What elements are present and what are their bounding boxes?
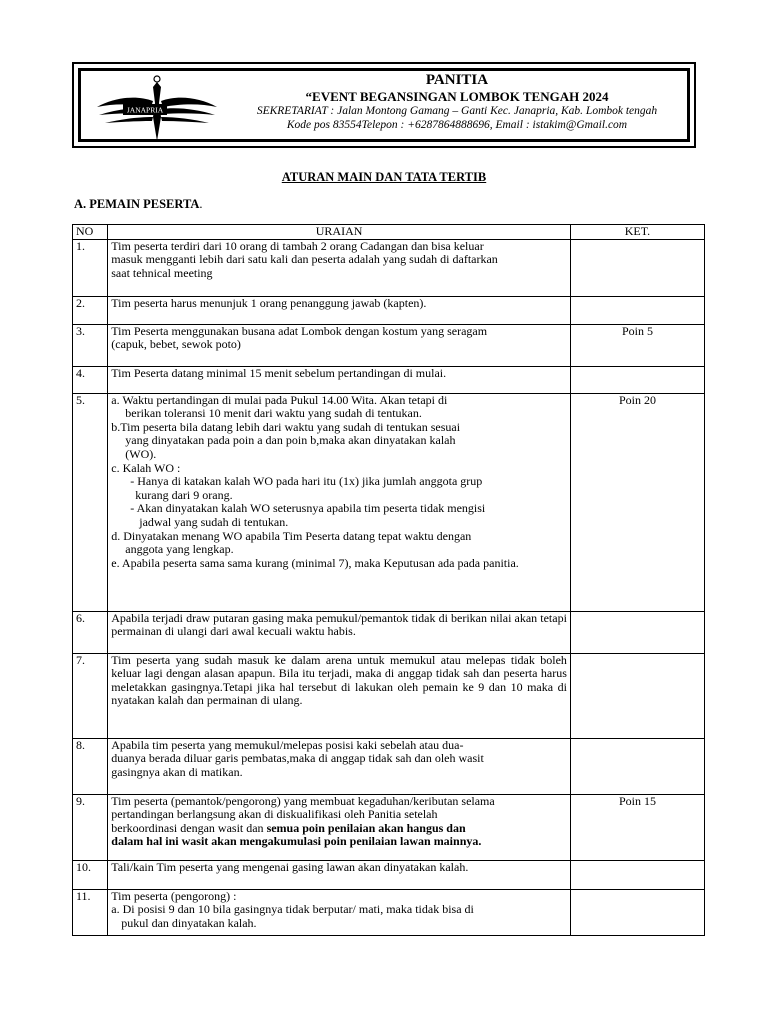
description-line: Tim peserta harus menunjuk 1 orang penanggung jawab (kapten). — [111, 295, 427, 310]
description-line: Tim Peserta menggunakan busana adat Lombok dengan kostum yang seragam — [111, 323, 488, 338]
description-line: (WO). — [125, 446, 157, 461]
secretariat-address: SEKRETARIAT : Jalan Montong Gamang – Ganti Kec. Janapria, Kab. Lombok tengah — [256, 105, 658, 117]
description-line: a. Di posisi 9 dan 10 bila gasingnya tidak berputar/ mati, maka tidak bisa di — [111, 902, 474, 917]
row-description — [108, 738, 571, 794]
row-ket: Poin 20 — [570, 393, 704, 611]
table-row — [73, 653, 705, 738]
table-row — [73, 611, 705, 653]
row-description — [108, 860, 571, 889]
description-line: (capuk, bebet, sewok poto) — [111, 337, 241, 352]
janapria-logo — [87, 73, 227, 143]
description-line: masuk mengganti lebih dari satu kali dan peserta adalah yang sudah di daftarkan — [111, 252, 498, 267]
row-number: 10. — [73, 860, 108, 889]
description-line: jadwal yang sudah di tentukan. — [139, 514, 289, 529]
table-header-row — [73, 225, 705, 240]
row-number: 6. — [73, 611, 108, 653]
table-row — [73, 366, 705, 393]
description-line: e. Apabila peserta sama sama kurang (minimal 7), maka Keputusan ada pada panitia. — [111, 555, 519, 570]
row-ket — [570, 239, 704, 296]
row-ket — [570, 738, 704, 794]
committee-title: PANITIA — [425, 72, 489, 88]
row-number: 2. — [73, 296, 108, 324]
description-line: Tim peserta terdiri dari 10 orang di tambah 2 orang Cadangan dan bisa keluar — [111, 238, 484, 253]
row-ket — [570, 889, 704, 935]
section-suffix: . — [199, 197, 203, 211]
description-line: Tim peserta (pengorong) : — [111, 888, 237, 903]
description-line: pertandingan berlangsung akan di diskualifikasi oleh Panitia setelah — [111, 807, 438, 822]
row-description — [108, 794, 571, 860]
description-line: a. Waktu pertandingan di mulai pada Pukul 14.00 Wita. Akan tetapi di — [111, 392, 448, 407]
row-description — [108, 366, 571, 393]
section-title — [74, 197, 203, 212]
rules-table — [72, 224, 705, 936]
row-number: 5. — [73, 393, 108, 611]
description-line: - Hanya di katakan kalah WO pada hari itu (1x) jika jumlah anggota grup — [130, 474, 483, 489]
table-row — [73, 889, 705, 935]
contact-info: Kode pos 83554Telepon : +6287864888696, Email : istakim@Gmail.com — [286, 119, 628, 131]
table-row — [73, 794, 705, 860]
row-number: 8. — [73, 738, 108, 794]
row-description — [108, 889, 571, 935]
row-ket: Poin 5 — [570, 324, 704, 366]
description-line: kurang dari 9 orang. — [135, 487, 233, 502]
row-number: 9. — [73, 794, 108, 860]
logo-text: JANAPRIA — [126, 105, 164, 115]
table-row — [73, 393, 705, 611]
row-description: Apabila terjadi draw putaran gasing maka pemukul/pemantok tidak di berikan nilai akan tetapi permainan di ulangi dari awal kecuali waktu habis. — [108, 611, 571, 653]
row-ket — [570, 860, 704, 889]
row-description — [108, 324, 571, 366]
document-title: ATURAN MAIN DAN TATA TERTIB — [281, 170, 487, 184]
row-number: 1. — [73, 239, 108, 296]
description-line: yang dinyatakan pada poin a dan poin b,maka akan dinyatakan kalah — [125, 433, 456, 448]
table-row — [73, 296, 705, 324]
letterhead-frame — [78, 68, 690, 142]
description-line — [111, 822, 567, 836]
row-number: 7. — [73, 653, 108, 738]
table-row — [73, 860, 705, 889]
row-ket — [570, 611, 704, 653]
row-number: 11. — [73, 889, 108, 935]
description-line: b.Tim peserta bila datang lebih dari waktu yang sudah di tentukan sesuai — [111, 419, 461, 434]
section-label: A. PEMAIN PESERTA — [74, 197, 200, 211]
row-description — [108, 393, 571, 611]
description-line: d. Dinyatakan menang WO apabila Tim Peserta datang tepat waktu dengan — [111, 528, 472, 543]
description-line: Tim Peserta datang minimal 15 menit sebelum pertandingan di mulai. — [111, 365, 447, 380]
description-line: gasingnya akan di matikan. — [111, 764, 243, 779]
description-line: berikan toleransi 10 menit dari waktu yang sudah di tentukan. — [125, 406, 422, 421]
description-line: Tim peserta (pemantok/pengorong) yang membuat kegaduhan/keributan selama — [111, 793, 495, 808]
table-row — [73, 738, 705, 794]
description-line: dalam hal ini wasit akan mengakumulasi poin penilaian lawan mainnya. — [111, 834, 482, 849]
header-ket: KET. — [570, 225, 704, 240]
description-line: duanya berada diluar garis pembatas,maka di anggap tidak sah dan oleh wasit — [111, 751, 484, 766]
description-line: anggota yang lengkap. — [125, 542, 234, 557]
row-ket — [570, 653, 704, 738]
row-ket — [570, 366, 704, 393]
letterhead — [72, 62, 696, 148]
description-line: pukul dan dinyatakan kalah. — [121, 915, 257, 930]
header-uraian: URAIAN — [108, 225, 571, 240]
description-line: saat tehnical meeting — [111, 265, 213, 280]
description-line: Apabila tim peserta yang memukul/melepas posisi kaki sebelah atau dua- — [111, 737, 464, 752]
event-name: “EVENT BEGANSINGAN LOMBOK TENGAH 2024 — [305, 89, 609, 104]
row-ket — [570, 296, 704, 324]
table-row — [73, 324, 705, 366]
row-description: Tim peserta yang sudah masuk ke dalam arena untuk memukul atau melepas tidak boleh keluar lagi dengan alasan apapun. Bila itu terjadi, maka di anggap tidak sah dan peserta harus meletakkan gasingnya.Tetapi jika hal tersebut di lakukan oleh pemain ke 9 dan 10 maka di nyatakan kalah dan permainan di ulang. — [108, 653, 571, 738]
header-no: NO — [73, 225, 108, 240]
table-row — [73, 239, 705, 296]
description-line: c. Kalah WO : — [111, 460, 181, 475]
row-number: 4. — [73, 366, 108, 393]
description-line: - Akan dinyatakan kalah WO seterusnya apabila tim peserta tidak mengisi — [130, 501, 486, 516]
row-ket: Poin 15 — [570, 794, 704, 860]
letterhead-text — [231, 71, 683, 132]
row-description — [108, 239, 571, 296]
description-line: Tali/kain Tim peserta yang mengenai gasing lawan akan dinyatakan kalah. — [111, 859, 469, 874]
row-description — [108, 296, 571, 324]
description-text: berkoordinasi dengan wasit dan — [111, 820, 267, 835]
description-bold-text: semua poin penilaian akan hangus dan — [266, 820, 466, 835]
row-number: 3. — [73, 324, 108, 366]
